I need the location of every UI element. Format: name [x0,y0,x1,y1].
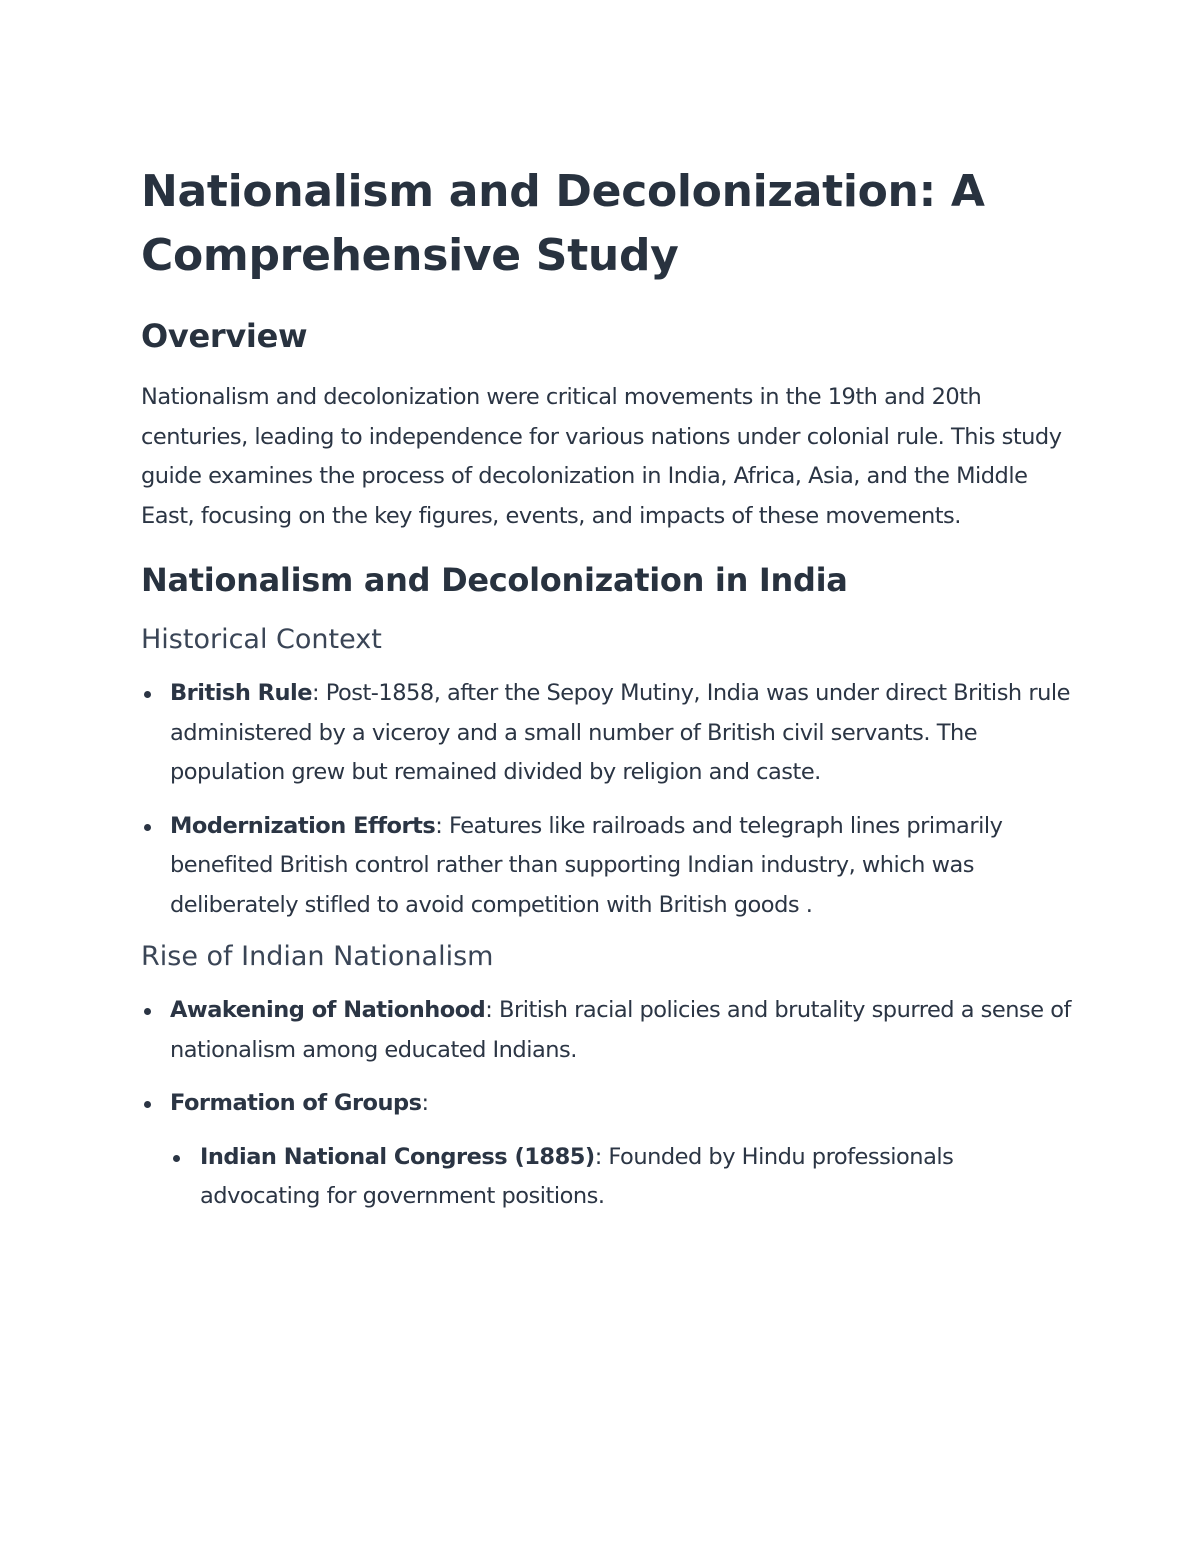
india-heading: Nationalism and Decolonization in India [141,561,848,599]
bullet-icon [144,824,151,831]
bullet-icon [144,1008,151,1015]
list-item-term: Awakening of Nationhood [170,997,486,1023]
list-item-text: : Features like railroads and telegraph lines primarily benefited British control rather than supporting Indian industry, which was deliberately stifled to avoid competition with British goods . [170,812,1003,918]
historical-context-heading: Historical Context [141,624,382,655]
sub-list-item [170,1138,1071,1217]
list-item [141,807,1071,926]
list-item-term: Formation of Groups [170,1090,422,1116]
list-item-text: : Post-1858, after the Sepoy Mutiny, India was under direct British rule administered by a viceroy and a small number of British civil servants. The population grew but remained divided by religion and caste. [170,680,1070,785]
document-page [141,160,1071,1231]
bullet-icon [173,1155,180,1162]
list-item [141,674,1071,793]
rise-of-nationalism-list [141,991,1071,1217]
overview-heading: Overview [141,317,308,355]
list-item-term: Modernization Efforts [170,812,436,839]
formation-of-groups-sublist [170,1138,1071,1217]
bullet-icon [144,1101,151,1108]
overview-paragraph: Nationalism and decolonization were critical movements in the 19th and 20th centuries, leading to independence for various nations under colonial rule. This study guide examines the process of decolonization in India, Africa, Asia, and the Middle East, focusing on the key figures, events, and impacts of these movements. [141,384,1062,529]
list-item [141,1084,1071,1217]
list-item-text: : [421,1090,429,1116]
document-title: Nationalism and Decolonization: A Comprehensive Study [141,166,985,281]
list-item-term: British Rule [170,680,312,706]
sub-list-item-text: : Founded by Hindu professionals advocating for government positions. [200,1143,954,1209]
rise-of-nationalism-heading: Rise of Indian Nationalism [141,941,494,972]
list-item-text: : British racial policies and brutality spurred a sense of nationalism among educated Indians. [170,997,1071,1063]
sub-list-item-term: Indian National Congress (1885) [200,1143,595,1170]
list-item [141,991,1071,1070]
historical-context-list [141,674,1071,925]
bullet-icon [144,691,151,698]
